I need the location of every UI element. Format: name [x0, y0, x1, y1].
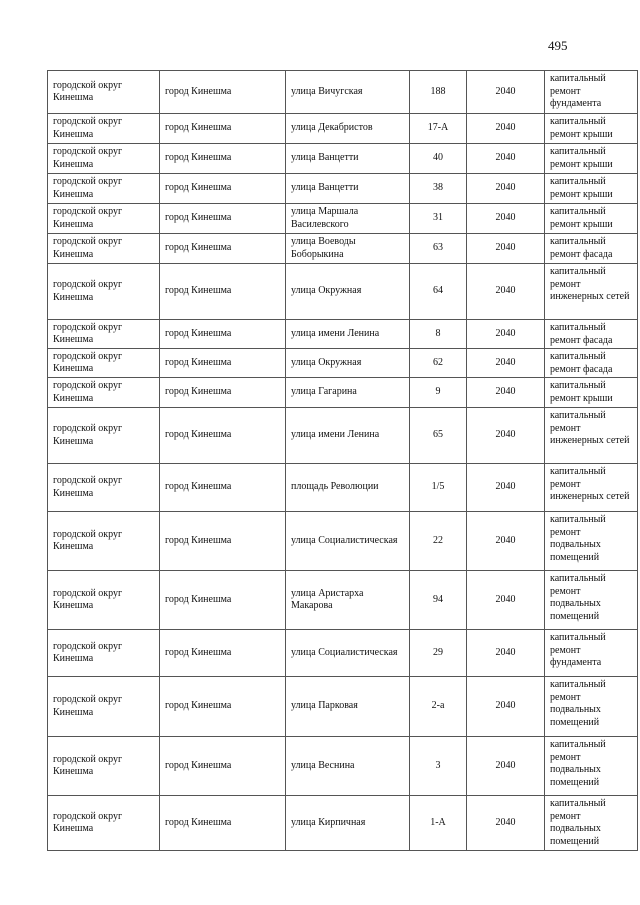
city-cell: город Кинешма — [160, 144, 286, 174]
year-cell: 2040 — [467, 114, 545, 144]
house-number-cell: 63 — [410, 234, 467, 264]
district-cell: городской округ Кинешма — [48, 408, 160, 464]
house-number-cell: 22 — [410, 512, 467, 571]
work-type-cell: капитальный ремонт подвальных помещений — [545, 737, 638, 796]
work-type-cell: капитальный ремонт крыши — [545, 144, 638, 174]
work-type-cell: капитальный ремонт инженерных сетей — [545, 408, 638, 464]
city-cell: город Кинешма — [160, 349, 286, 378]
table-row — [48, 204, 638, 234]
year-cell: 2040 — [467, 408, 545, 464]
district-cell: городской округ Кинешма — [48, 174, 160, 204]
year-cell: 2040 — [467, 349, 545, 378]
city-cell: город Кинешма — [160, 630, 286, 677]
work-type-cell: капитальный ремонт фасада — [545, 349, 638, 378]
year-cell: 2040 — [467, 234, 545, 264]
street-cell: улица Маршала Василевского — [286, 204, 410, 234]
page-number: 495 — [548, 38, 568, 53]
work-type-cell: капитальный ремонт крыши — [545, 378, 638, 408]
city-cell: город Кинешма — [160, 378, 286, 408]
year-cell: 2040 — [467, 174, 545, 204]
city-cell: город Кинешма — [160, 408, 286, 464]
house-number-cell: 40 — [410, 144, 467, 174]
city-cell: город Кинешма — [160, 204, 286, 234]
year-cell: 2040 — [467, 464, 545, 512]
street-cell: площадь Революции — [286, 464, 410, 512]
table-row — [48, 737, 638, 796]
district-cell: городской округ Кинешма — [48, 144, 160, 174]
house-number-cell: 29 — [410, 630, 467, 677]
year-cell: 2040 — [467, 144, 545, 174]
house-number-cell: 17-А — [410, 114, 467, 144]
table-row — [48, 320, 638, 349]
city-cell: город Кинешма — [160, 677, 286, 737]
table-row — [48, 144, 638, 174]
work-type-cell: капитальный ремонт крыши — [545, 174, 638, 204]
work-type-cell: капитальный ремонт подвальных помещений — [545, 571, 638, 630]
year-cell: 2040 — [467, 512, 545, 571]
year-cell: 2040 — [467, 677, 545, 737]
district-cell: городской округ Кинешма — [48, 114, 160, 144]
city-cell: город Кинешма — [160, 320, 286, 349]
house-number-cell: 9 — [410, 378, 467, 408]
year-cell: 2040 — [467, 264, 545, 320]
street-cell: улица Окружная — [286, 349, 410, 378]
district-cell: городской округ Кинешма — [48, 234, 160, 264]
district-cell: городской округ Кинешма — [48, 737, 160, 796]
district-cell: городской округ Кинешма — [48, 630, 160, 677]
city-cell: город Кинешма — [160, 796, 286, 851]
street-cell: улица Парковая — [286, 677, 410, 737]
year-cell: 2040 — [467, 378, 545, 408]
street-cell: улица Ванцетти — [286, 144, 410, 174]
table-row — [48, 677, 638, 737]
house-number-cell: 38 — [410, 174, 467, 204]
city-cell: город Кинешма — [160, 512, 286, 571]
year-cell: 2040 — [467, 796, 545, 851]
district-cell: городской округ Кинешма — [48, 796, 160, 851]
city-cell: город Кинешма — [160, 234, 286, 264]
city-cell: город Кинешма — [160, 71, 286, 114]
house-number-cell: 31 — [410, 204, 467, 234]
house-number-cell: 3 — [410, 737, 467, 796]
district-cell: городской округ Кинешма — [48, 320, 160, 349]
table-row — [48, 630, 638, 677]
work-type-cell: капитальный ремонт фасада — [545, 234, 638, 264]
city-cell: город Кинешма — [160, 114, 286, 144]
street-cell: улица Веснина — [286, 737, 410, 796]
repair-schedule-table — [47, 70, 638, 851]
city-cell: город Кинешма — [160, 174, 286, 204]
street-cell: улица Воеводы Боборыкина — [286, 234, 410, 264]
house-number-cell: 8 — [410, 320, 467, 349]
city-cell: город Кинешма — [160, 464, 286, 512]
district-cell: городской округ Кинешма — [48, 378, 160, 408]
district-cell: городской округ Кинешма — [48, 349, 160, 378]
district-cell: городской округ Кинешма — [48, 512, 160, 571]
work-type-cell: капитальный ремонт подвальных помещений — [545, 512, 638, 571]
table-row — [48, 512, 638, 571]
year-cell: 2040 — [467, 71, 545, 114]
year-cell: 2040 — [467, 320, 545, 349]
city-cell: город Кинешма — [160, 571, 286, 630]
street-cell: улица Социалистическая — [286, 630, 410, 677]
street-cell: улица Кирпичная — [286, 796, 410, 851]
table-row — [48, 174, 638, 204]
district-cell: городской округ Кинешма — [48, 677, 160, 737]
street-cell: улица имени Ленина — [286, 320, 410, 349]
work-type-cell: капитальный ремонт подвальных помещений — [545, 677, 638, 737]
street-cell: улица Декабристов — [286, 114, 410, 144]
district-cell: городской округ Кинешма — [48, 204, 160, 234]
table-row — [48, 349, 638, 378]
table-row — [48, 464, 638, 512]
city-cell: город Кинешма — [160, 737, 286, 796]
house-number-cell: 1/5 — [410, 464, 467, 512]
work-type-cell: капитальный ремонт фундамента — [545, 71, 638, 114]
house-number-cell: 94 — [410, 571, 467, 630]
work-type-cell: капитальный ремонт инженерных сетей — [545, 464, 638, 512]
table-row — [48, 114, 638, 144]
table-row — [48, 71, 638, 114]
house-number-cell: 188 — [410, 71, 467, 114]
city-cell: город Кинешма — [160, 264, 286, 320]
table-row — [48, 264, 638, 320]
street-cell: улица Окружная — [286, 264, 410, 320]
house-number-cell: 62 — [410, 349, 467, 378]
table-row — [48, 378, 638, 408]
table-body — [48, 71, 638, 851]
year-cell: 2040 — [467, 571, 545, 630]
street-cell: улица Вичугская — [286, 71, 410, 114]
table-row — [48, 234, 638, 264]
work-type-cell: капитальный ремонт крыши — [545, 114, 638, 144]
table-row — [48, 796, 638, 851]
district-cell: городской округ Кинешма — [48, 71, 160, 114]
work-type-cell: капитальный ремонт инженерных сетей — [545, 264, 638, 320]
house-number-cell: 64 — [410, 264, 467, 320]
district-cell: городской округ Кинешма — [48, 264, 160, 320]
work-type-cell: капитальный ремонт подвальных помещений — [545, 796, 638, 851]
work-type-cell: капитальный ремонт крыши — [545, 204, 638, 234]
district-cell: городской округ Кинешма — [48, 571, 160, 630]
house-number-cell: 2-а — [410, 677, 467, 737]
house-number-cell: 65 — [410, 408, 467, 464]
year-cell: 2040 — [467, 630, 545, 677]
year-cell: 2040 — [467, 737, 545, 796]
street-cell: улица Социалистическая — [286, 512, 410, 571]
house-number-cell: 1-А — [410, 796, 467, 851]
year-cell: 2040 — [467, 204, 545, 234]
table-row — [48, 408, 638, 464]
street-cell: улица Гагарина — [286, 378, 410, 408]
street-cell: улица Ванцетти — [286, 174, 410, 204]
street-cell: улица Аристарха Макарова — [286, 571, 410, 630]
work-type-cell: капитальный ремонт фасада — [545, 320, 638, 349]
work-type-cell: капитальный ремонт фундамента — [545, 630, 638, 677]
table-row — [48, 571, 638, 630]
district-cell: городской округ Кинешма — [48, 464, 160, 512]
street-cell: улица имени Ленина — [286, 408, 410, 464]
